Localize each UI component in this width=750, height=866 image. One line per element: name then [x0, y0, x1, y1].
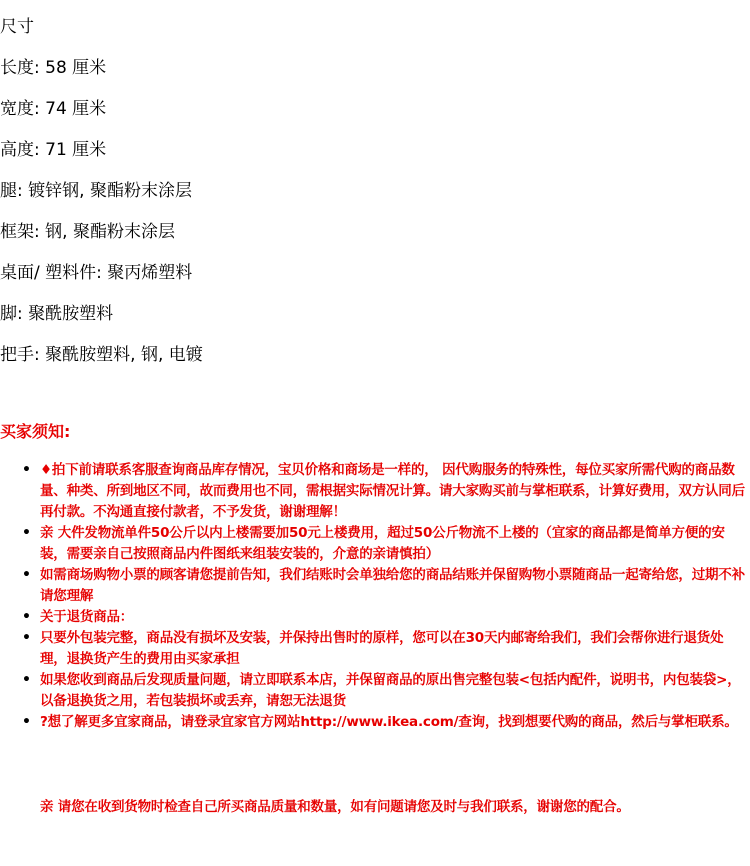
spec-height: 高度: 71 厘米 — [0, 140, 107, 160]
list-item — [0, 628, 750, 670]
list-item — [0, 712, 750, 733]
notice-text: 关于退货商品： — [40, 609, 134, 625]
buyer-notice-title: 买家须知: — [0, 422, 71, 441]
list-item — [0, 523, 750, 565]
bullet-icon: • — [22, 714, 31, 730]
bullet-icon: • — [22, 567, 31, 583]
bullet-icon: • — [22, 609, 31, 625]
notice-text: 如果您收到商品后发现质量问题，请立即联系本店，并保留商品的原出售完整包装<包括内配件，说明书，内包装袋>，以备退换货之用，若包装损坏或丢弃，请恕无法退货 — [40, 672, 741, 709]
notice-text: 只要外包装完整，商品没有损坏及安装，并保持出售时的原样，您可以在30天内邮寄给我们，我们会帮你进行退货处理，退换货产生的费用由买家承担 — [40, 630, 724, 667]
spec-frame: 框架: 钢, 聚酯粉末涂层 — [0, 222, 175, 242]
notice-text: 如需商场购物小票的顾客请您提前告知，我们结账时会单独给您的商品结账并保留购物小票随商品一起寄给您，过期不补请您理解 — [40, 567, 745, 604]
bullet-icon: • — [22, 462, 31, 478]
notice-text: ♦拍下前请联系客服查询商品库存情况，宝贝价格和商场是一样的， 因代购服务的特殊性，每位买家所需代购的商品数量、种类、所到地区不同，故而费用也不同，需根据实际情况计算。请大家购买前与掌柜联系，计算好费用，双方认同后再付款。不沟通直接付款者，不予发货，谢谢理解！ — [40, 462, 745, 520]
notice-text: 亲 大件发物流单件50公斤以内上楼需要加50元上楼费用，超过50公斤物流不上楼的（宜家的商品都是简单方便的安装，需要亲自己按照商品内件图纸来组装安装的，介意的亲请慎拍） — [40, 525, 725, 562]
spec-width: 宽度: 74 厘米 — [0, 99, 107, 119]
spec-tabletop: 桌面/ 塑料件: 聚丙烯塑料 — [0, 263, 193, 283]
list-item — [0, 460, 750, 523]
spec-feet: 脚: 聚酰胺塑料 — [0, 304, 114, 324]
list-item — [0, 565, 750, 607]
bullet-icon: • — [22, 525, 31, 541]
spec-heading: 尺寸 — [0, 17, 34, 37]
list-item — [0, 607, 750, 628]
spec-handle: 把手: 聚酰胺塑料, 钢, 电镀 — [0, 345, 203, 365]
spec-legs: 腿: 镀锌钢, 聚酯粉末涂层 — [0, 181, 192, 201]
buyer-notice-list — [0, 460, 750, 733]
bullet-icon: • — [22, 672, 31, 688]
bullet-icon: • — [22, 630, 31, 646]
closing-note: 亲 请您在收到货物时检查自己所买商品质量和数量，如有问题请您及时与我们联系，谢谢您的配合。 — [40, 799, 630, 815]
spec-length: 长度: 58 厘米 — [0, 58, 107, 78]
list-item — [0, 670, 750, 712]
notice-text: ?想了解更多宜家商品，请登录宜家官方网站http://www.ikea.com/查询，找到想要代购的商品，然后与掌柜联系。 — [40, 714, 738, 730]
